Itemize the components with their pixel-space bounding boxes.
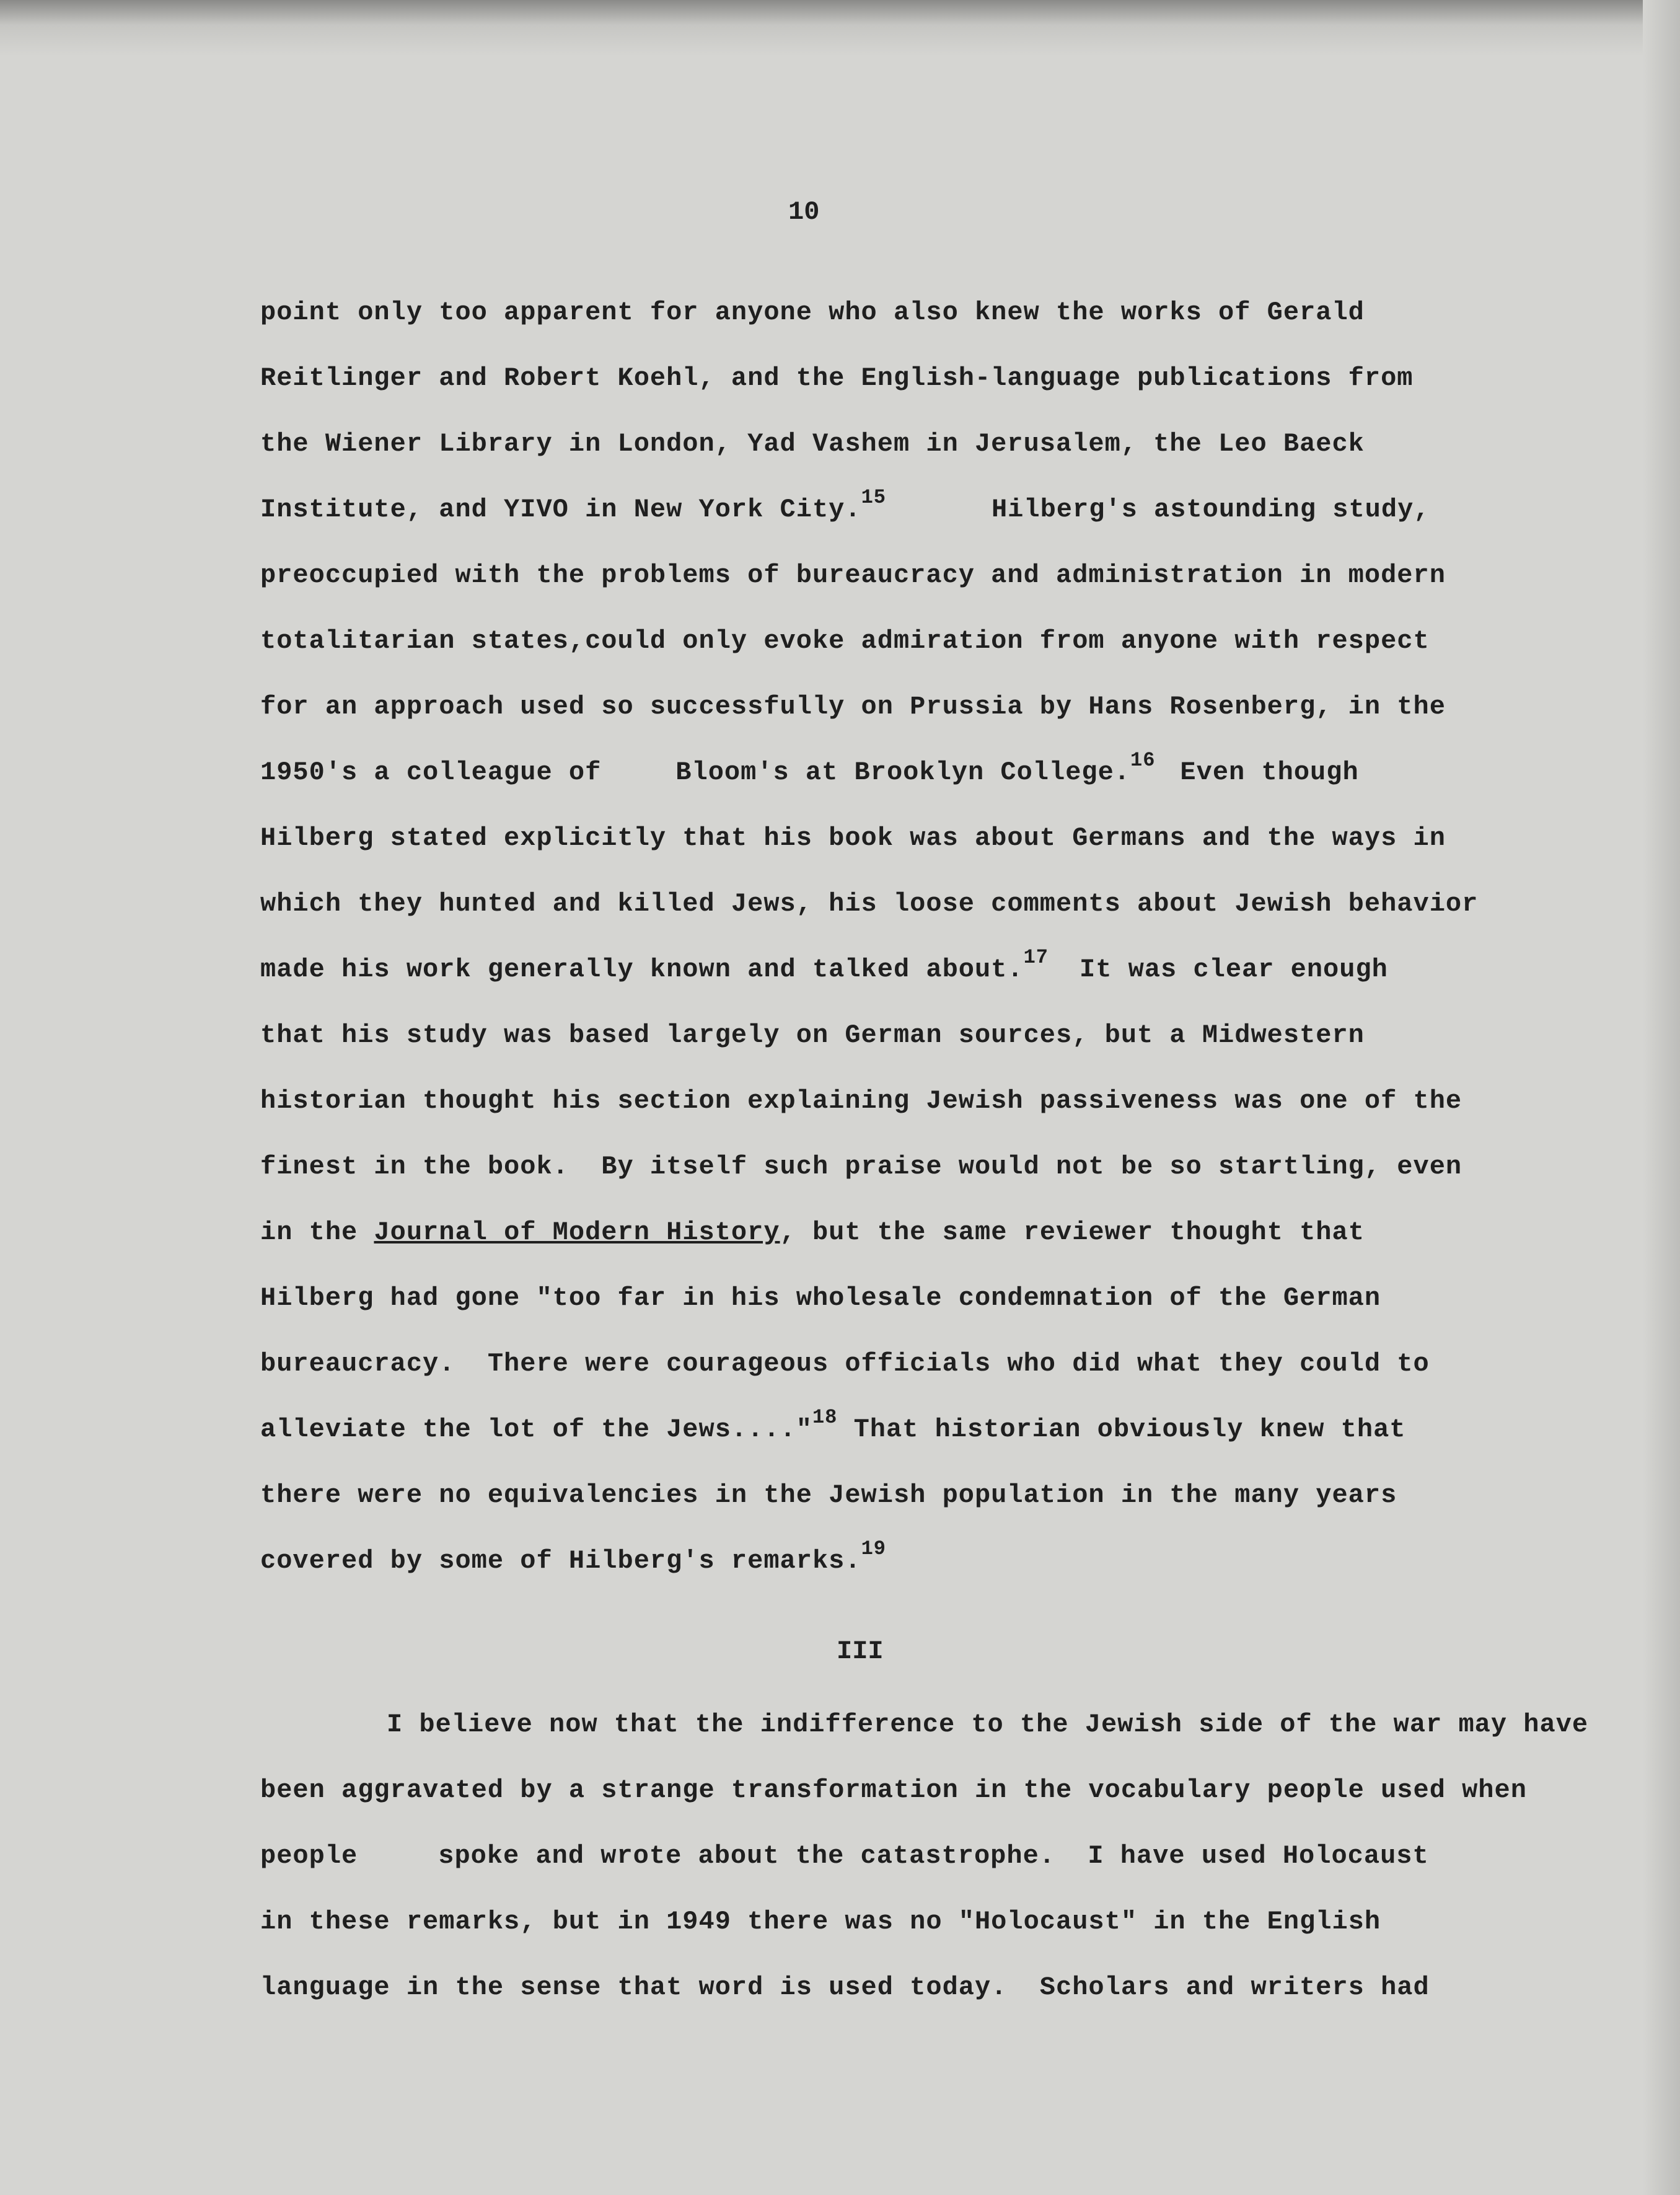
text-line: which they hunted and killed Jews, his loose comments about Jewish behavior: [260, 889, 1479, 919]
footnote-ref-16: 16: [1130, 749, 1156, 772]
text-line: been aggravated by a strange transformation in the vocabulary people used when: [260, 1775, 1527, 1805]
text-segment: Even though: [1180, 757, 1359, 787]
text-line: Reitlinger and Robert Koehl, and the English-language publications from: [260, 363, 1414, 393]
section-heading: III: [837, 1636, 884, 1666]
text-line: bureaucracy. There were courageous officials who did what they could to: [260, 1349, 1430, 1379]
scan-edge-shadow: [0, 0, 1680, 56]
text-line: there were no equivalencies in the Jewish population in the many years: [260, 1480, 1397, 1510]
text-line: I believe now that the indifference to the Jewish side of the war may have: [387, 1710, 1589, 1739]
footnote-ref-17: 17: [1023, 946, 1049, 969]
text-segment: made his work generally known and talked about.: [260, 955, 1024, 984]
footnote-ref-19: 19: [861, 1537, 886, 1560]
text-line: preoccupied with the problems of bureaucracy and administration in modern: [260, 560, 1446, 590]
text-segment: people: [260, 1841, 358, 1871]
text-segment: in the: [260, 1217, 374, 1247]
footnote-ref-15: 15: [861, 486, 886, 509]
text-segment: Bloom's at Brooklyn College.: [675, 757, 1131, 787]
text-line: [260, 946, 1388, 984]
text-segment: That historian obviously knew that: [837, 1415, 1406, 1444]
text-segment: Institute, and YIVO in New York City.: [260, 495, 861, 524]
text-segment: 1950's a colleague of: [260, 757, 602, 787]
text-line: Hilberg stated explicitly that his book was about Germans and the ways in: [260, 823, 1446, 853]
text-line: [260, 486, 1430, 524]
text-line: that his study was based largely on German sources, but a Midwestern: [260, 1020, 1365, 1050]
text-line: Hilberg had gone "too far in his wholesale condemnation of the German: [260, 1283, 1381, 1313]
footnote-ref-18: 18: [812, 1406, 838, 1429]
text-segment: , but the same reviewer thought that: [780, 1217, 1365, 1247]
text-line: for an approach used so successfully on Prussia by Hans Rosenberg, in the: [260, 692, 1446, 722]
text-line: [260, 1841, 1429, 1871]
scan-right-edge: [1643, 0, 1680, 2195]
text-line: [260, 1406, 1406, 1444]
text-line: [260, 1217, 1365, 1247]
text-segment: Hilberg's astounding study,: [991, 495, 1430, 524]
text-line: the Wiener Library in London, Yad Vashem in Jerusalem, the Leo Baeck: [260, 429, 1365, 459]
text-line: historian thought his section explaining Jewish passiveness was one of the: [260, 1086, 1462, 1116]
text-line: point only too apparent for anyone who also knew the works of Gerald: [260, 298, 1365, 327]
page-number: 10: [788, 197, 820, 227]
text-segment: It was clear enough: [1080, 955, 1388, 984]
text-line: totalitarian states,could only evoke admiration from anyone with respect: [260, 626, 1430, 656]
text-line: language in the sense that word is used today. Scholars and writers had: [260, 1972, 1430, 2002]
text-segment: covered by some of Hilberg's remarks.: [260, 1546, 861, 1576]
text-segment: spoke and wrote about the catastrophe. I have used Holocaust: [438, 1841, 1429, 1871]
text-line: [260, 749, 1359, 787]
text-line: finest in the book. By itself such praise would not be so startling, even: [260, 1152, 1462, 1181]
text-segment: alleviate the lot of the Jews....": [260, 1415, 812, 1444]
journal-title: Journal of Modern History: [374, 1217, 780, 1247]
text-line: [260, 1537, 886, 1576]
text-line: in these remarks, but in 1949 there was no "Holocaust" in the English: [260, 1907, 1381, 1937]
